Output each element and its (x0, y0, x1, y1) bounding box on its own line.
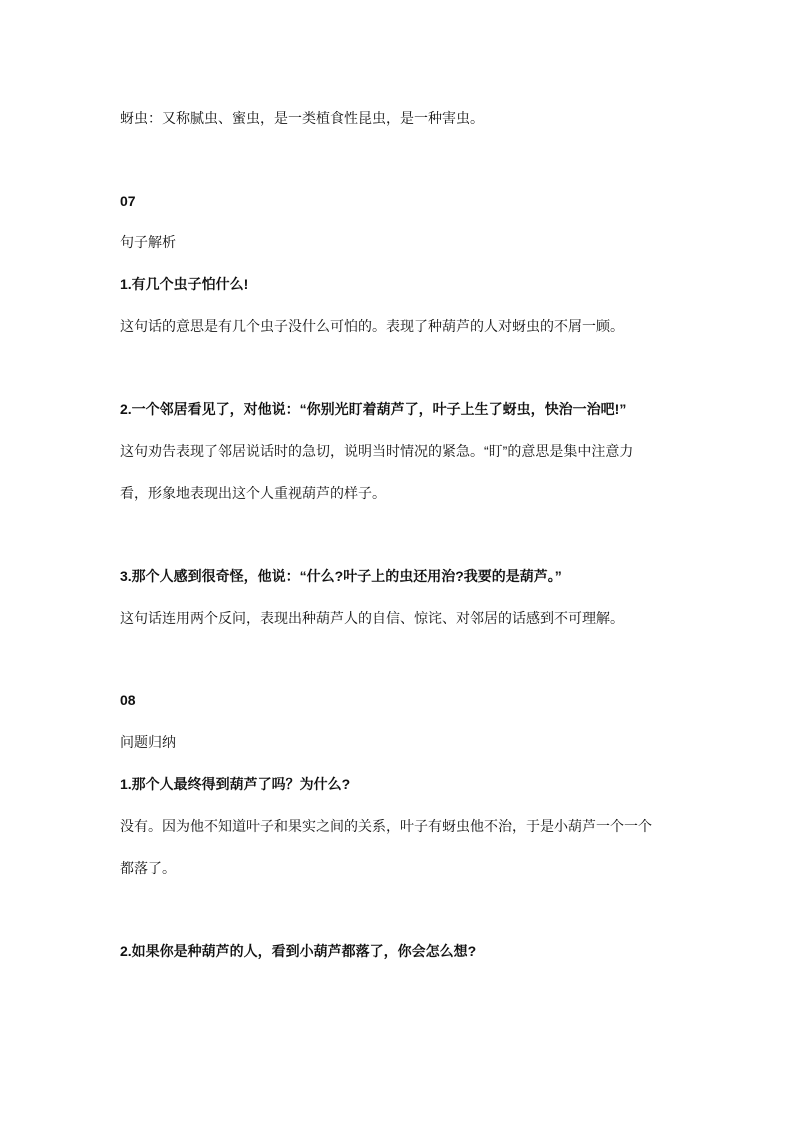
section-number-07: 07 (120, 193, 136, 209)
sentence-explanation-1: 这句话的意思是有几个虫子没什么可怕的。表现了种葫芦的人对蚜虫的不屑一顾。 (120, 318, 624, 334)
section-title-question-summary: 问题归纳 (120, 734, 176, 750)
definition-text: 蚜虫：又称腻虫、蜜虫，是一类植食性昆虫，是一种害虫。 (120, 110, 484, 126)
question-answer-1-line-2: 都落了。 (120, 860, 176, 876)
sentence-heading-2: 2.一个邻居看见了，对他说：“你别光盯着葫芦了，叶子上生了蚜虫，快治一治吧!” (120, 401, 627, 417)
question-heading-2: 2.如果你是种葫芦的人，看到小葫芦都落了，你会怎么想? (120, 943, 477, 959)
question-heading-1: 1.那个人最终得到葫芦了吗？为什么? (120, 776, 351, 792)
sentence-heading-3: 3.那个人感到很奇怪，他说：“什么?叶子上的虫还用治?我要的是葫芦。” (120, 568, 562, 584)
sentence-explanation-2-line-2: 看，形象地表现出这个人重视葫芦的样子。 (120, 485, 386, 501)
section-number-08: 08 (120, 692, 136, 708)
question-answer-1-line-1: 没有。因为他不知道叶子和果实之间的关系，叶子有蚜虫他不治，于是小葫芦一个一个 (120, 818, 652, 834)
sentence-heading-1: 1.有几个虫子怕什么! (120, 276, 249, 292)
sentence-explanation-2-line-1: 这句劝告表现了邻居说话时的急切，说明当时情况的紧急。“盯”的意思是集中注意力 (120, 443, 634, 459)
sentence-explanation-3: 这句话连用两个反问，表现出种葫芦人的自信、惊诧、对邻居的话感到不可理解。 (120, 610, 624, 626)
section-title-sentence-analysis: 句子解析 (120, 234, 176, 250)
